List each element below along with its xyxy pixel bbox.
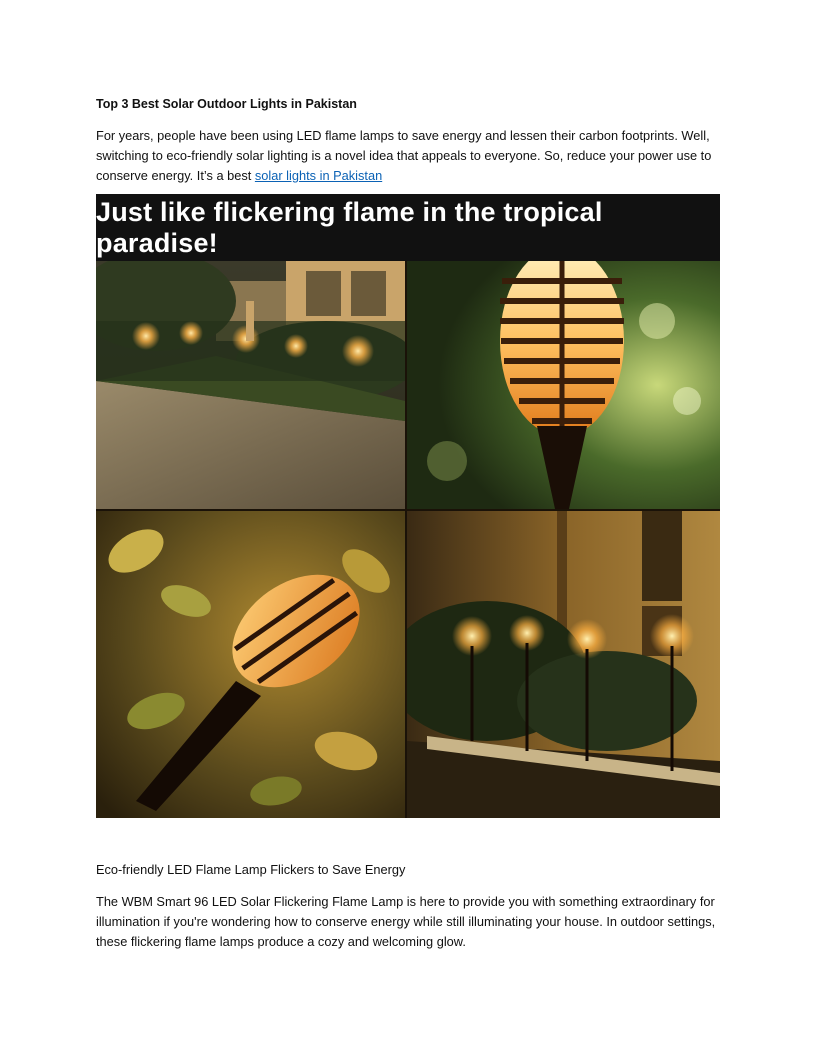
intro-text: For years, people have been using LED flame lamps to save energy and lessen their carbon footprints. Well, switching to eco-friendly solar lighting is a novel idea that appeals to everyone. So, reduce your power use to conserve energy. It’s a best — [96, 128, 712, 183]
intro-paragraph — [96, 126, 724, 186]
section-subheading: Eco-friendly LED Flame Lamp Flickers to Save Energy — [96, 862, 406, 877]
image-banner — [96, 194, 720, 261]
torch-leaves-photo — [96, 511, 405, 818]
solar-lights-link[interactable]: solar lights in Pakistan — [254, 168, 383, 183]
torch-closeup-photo — [407, 261, 720, 509]
page-title: Top 3 Best Solar Outdoor Lights in Pakistan — [96, 97, 357, 111]
wall-lamps-photo — [407, 511, 720, 818]
banner-caption: Just like flickering flame in the tropical paradise! — [96, 196, 603, 258]
product-collage-image — [96, 194, 720, 818]
garden-path-photo — [96, 261, 405, 509]
body-paragraph: The WBM Smart 96 LED Solar Flickering Flame Lamp is here to provide you with something extraordinary for illumination if you're wondering how to conserve energy while still illuminating your house. In outdoor settings, these flickering flame lamps produce a cozy and welcoming glow. — [96, 894, 716, 949]
